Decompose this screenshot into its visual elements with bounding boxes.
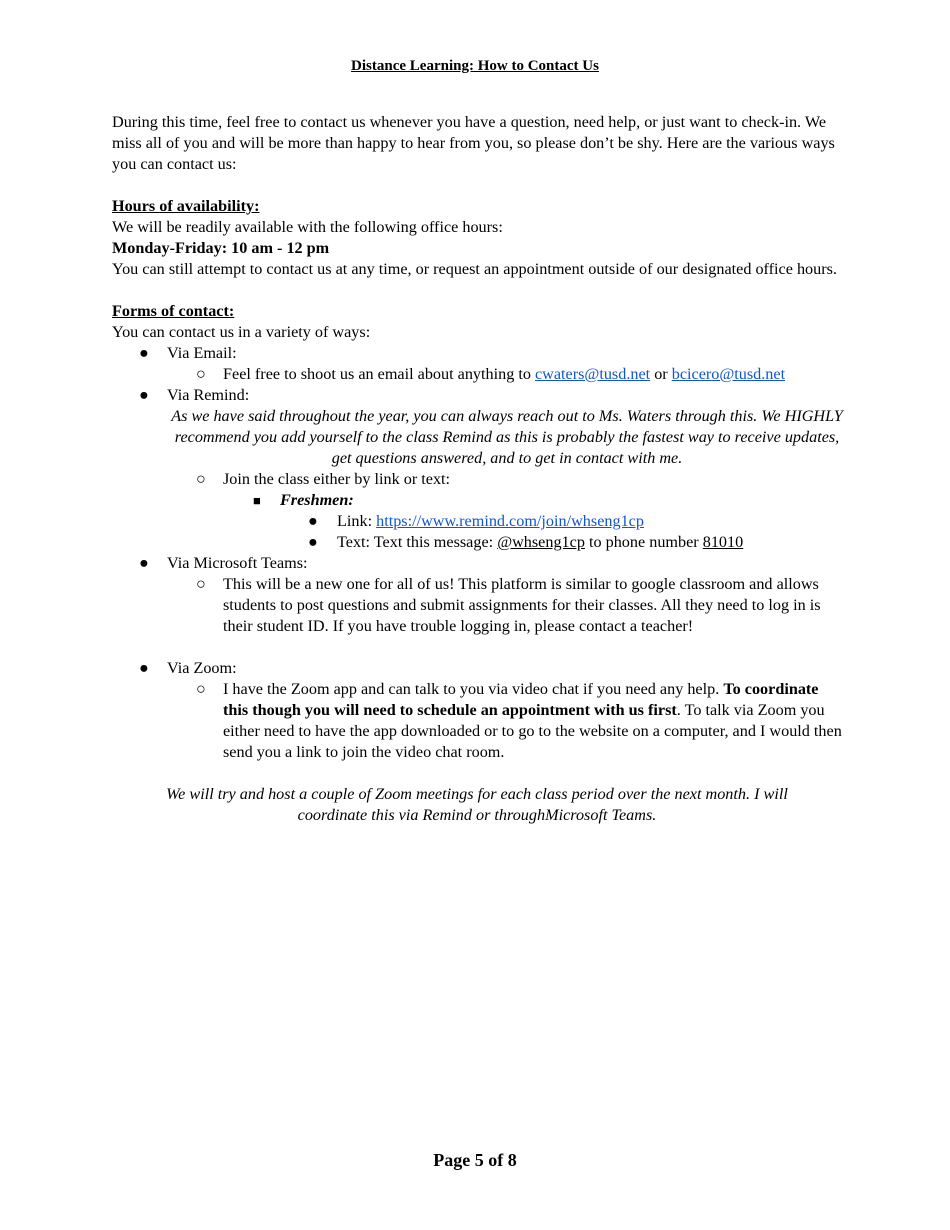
zoom-text-a: I have the Zoom app and can talk to you via video chat if you need any help. [223, 680, 720, 698]
hours-schedule: Monday-Friday: 10 am - 12 pm [112, 239, 330, 257]
bullet-icon: ● [139, 386, 149, 404]
circle-bullet-icon: ○ [196, 365, 206, 383]
bullet-icon: ● [308, 533, 318, 551]
bullet-icon: ● [139, 554, 149, 572]
list-item-remind-text [112, 532, 842, 553]
email-or: or [654, 365, 668, 383]
email-link-cwaters[interactable]: cwaters@tusd.net [535, 365, 651, 383]
list-item-remind [112, 385, 842, 406]
circle-bullet-icon: ○ [196, 470, 206, 488]
remind-join-text: Join the class either by link or text: [223, 470, 451, 488]
list-item-email-detail [112, 364, 842, 385]
freshmen-label: Freshmen: [280, 491, 354, 509]
remind-text-mid: to phone number [588, 533, 699, 551]
forms-heading: Forms of contact: [112, 302, 235, 320]
remind-join-link[interactable]: https://www.remind.com/join/whseng1cp [376, 512, 644, 530]
hours-line1: We will be readily available with the following office hours: [112, 218, 503, 236]
bullet-icon: ● [139, 344, 149, 362]
list-item-teams [112, 553, 842, 574]
circle-bullet-icon: ○ [196, 680, 206, 698]
email-label: Via Email: [167, 344, 237, 362]
zoom-label: Via Zoom: [167, 659, 237, 677]
remind-label: Via Remind: [167, 386, 250, 404]
list-item-remind-join [112, 469, 842, 490]
teams-label: Via Microsoft Teams: [167, 554, 308, 572]
page-title: Distance Learning: How to Contact Us [351, 58, 599, 74]
document-body [112, 112, 842, 826]
intro-paragraph: During this time, feel free to contact us whenever you have a question, need help, or just want to check-in. We miss all of you and will be more than happy to hear from you, so please don’t be shy. Here are the various ways you can contact us: [112, 113, 835, 173]
remind-text-label: Text: Text this message: [337, 533, 494, 551]
list-item-teams-detail [112, 574, 842, 637]
circle-bullet-icon: ○ [196, 575, 206, 593]
zoom-text-b: . To talk via Zoom you either need to have the app downloaded or to go to the website on a computer, and I would then send you a link to join the video chat room. [223, 701, 842, 761]
list-item-email [112, 343, 842, 364]
list-item-freshmen [112, 490, 842, 511]
list-item-remind-link [112, 511, 842, 532]
closing-note: We will try and host a couple of Zoom meetings for each class period over the next month. I will coordinate this via Remind or throughMicrosoft Teams. [166, 785, 788, 824]
remind-phone-number: 81010 [702, 533, 744, 551]
bullet-icon: ● [139, 659, 149, 677]
hours-heading: Hours of availability: [112, 197, 260, 215]
forms-intro: You can contact us in a variety of ways: [112, 323, 371, 341]
zoom-text-bold: To coordinate this though you will need to schedule an appointment with us first [223, 680, 819, 719]
remind-link-label: Link: [337, 512, 373, 530]
list-item-zoom-detail [112, 679, 842, 763]
list-item-zoom [112, 658, 842, 679]
remind-text-code: @whseng1cp [497, 533, 585, 551]
hours-line2: You can still attempt to contact us at any time, or request an appointment outside of our designated office hours. [112, 260, 837, 278]
bullet-icon: ● [308, 512, 318, 530]
square-bullet-icon: ■ [253, 493, 261, 508]
teams-text: This will be a new one for all of us! This platform is similar to google classroom and allows students to post questions and submit assignments for their classes. All they need to log in is their student ID. If you have trouble logging in, please contact a teacher! [223, 575, 821, 635]
email-link-bcicero[interactable]: bcicero@tusd.net [671, 365, 786, 383]
page-number-footer: Page 5 of 8 [433, 1150, 517, 1170]
email-text: Feel free to shoot us an email about anything to [223, 365, 531, 383]
remind-note: As we have said throughout the year, you can always reach out to Ms. Waters through this. We HIGHLY recommend you add yourself to the class Remind as this is probably the fastest way to receive updates, get questions answered, and to get in contact with me. [171, 407, 843, 467]
